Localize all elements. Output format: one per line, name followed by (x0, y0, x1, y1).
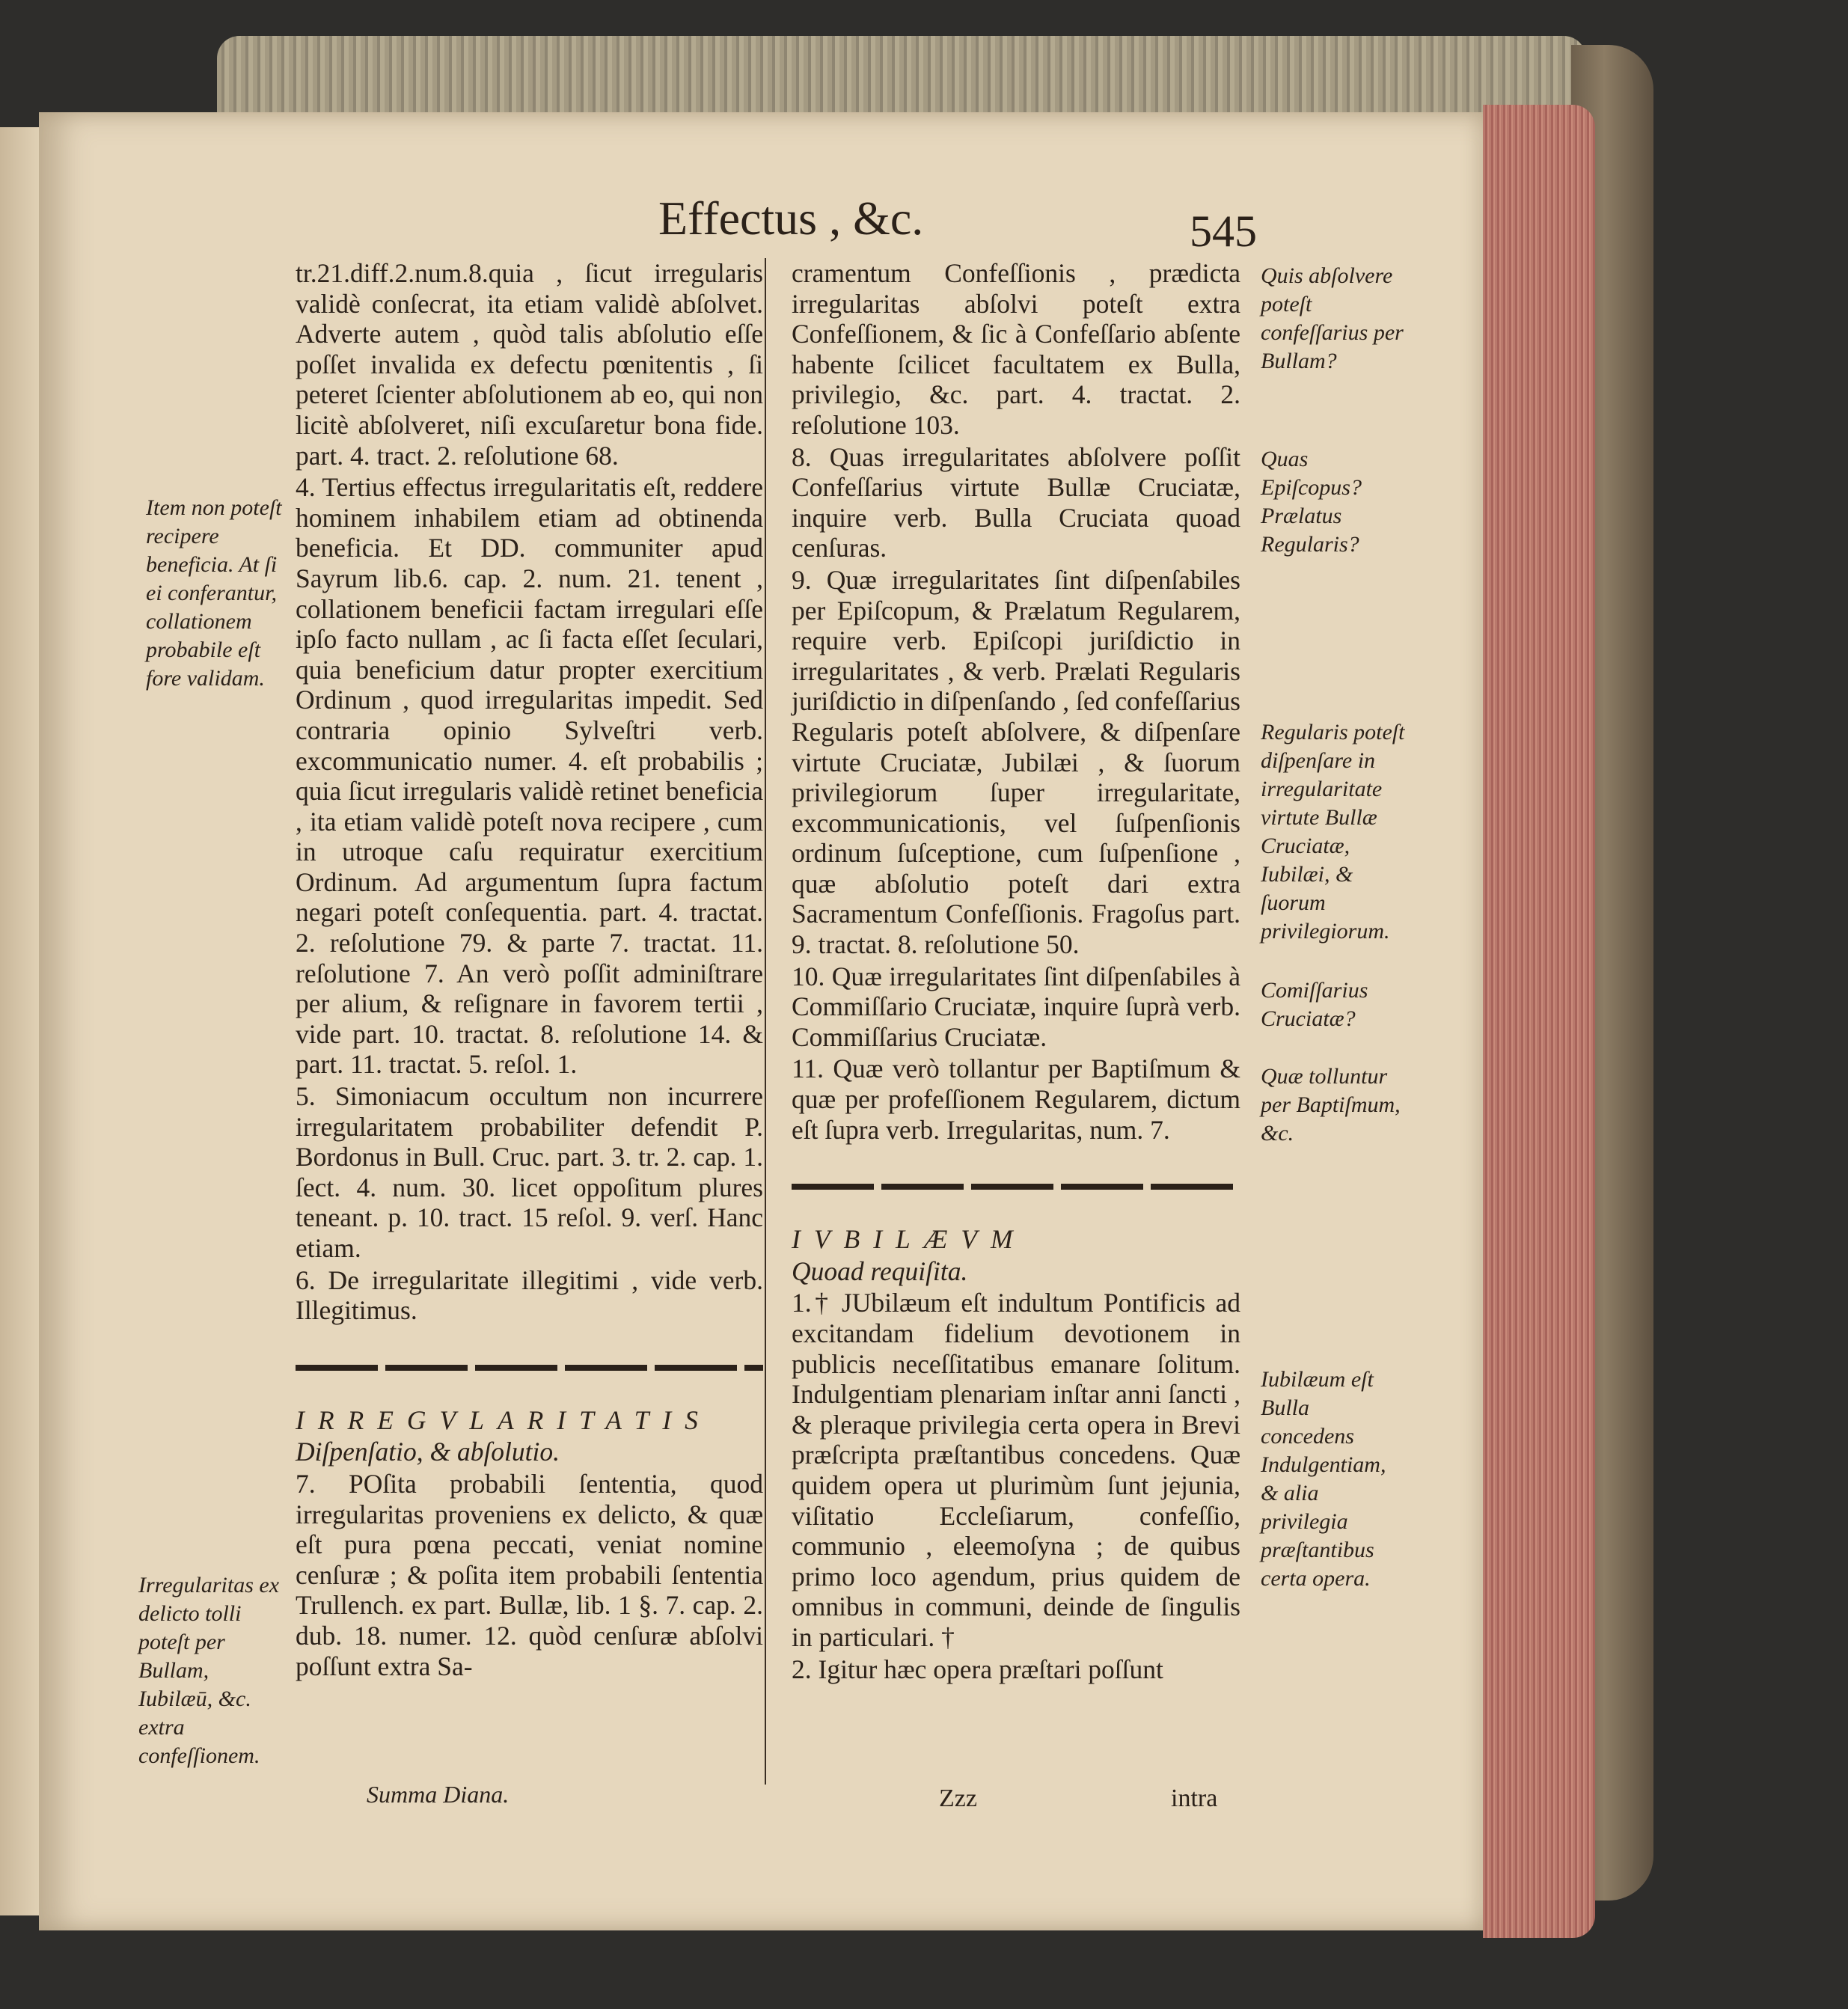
signature-mark: Zzz (939, 1785, 977, 1812)
paragraph: 8. Quas irregularitates abſolvere poſſit Confeſſarius virtute Bullæ Cruciatæ, inquire verb. Bulla Cruciata quoad cenſuras. (792, 441, 1240, 563)
paragraph: 6. De irregularitate illegitimi , vide verb. Illegitimus. (296, 1265, 763, 1326)
catchword-right: intra (1171, 1785, 1218, 1812)
section-title: IRREGVLARITATIS (296, 1404, 712, 1435)
margin-note: Comiſſarius Cruciatæ? (1261, 978, 1368, 1031)
paragraph: 11. Quæ verò tollantur per Baptiſmum & quæ per profeſſionem Regularem, dictum eſt ſupra verb. Irregularitas, num. 7. (792, 1054, 1240, 1145)
paragraph: 4. Tertius effectus irregularitatis eſt, reddere hominem inhabilem etiam ad obtinenda beneficia. Et DD. communiter apud Sayrum lib.6. cap. 2. num. 21. tenent , collationem beneficii factam irregulari eſſe ipſo facto nullam , ac ſi facta eſſet ſeculari, quia beneficium datur propter exercitium Ordinum , quod irregularitas impedit. Sed contraria opinio Sylveſtri verb. excommunicatio numer. 4. eſt probabilis ; quia ſicut irregularis validè retinet beneficia , ita etiam validè poteſt nova recipere , cum in utroque caſu requiratur exercitium Ordinum. Ad argumentum ſupra factum negari poteſt conſequentia. part. 4. tractat. 2. reſolutione 79. & parte 7. tractat. 11. reſolutione 7. An verò poſſit adminiſtrare per alium, & reſignare in favorem tertii , vide part. 10. tractat. 8. reſolutione 14. & part. 11. tractat. 5. reſol. 1. (296, 472, 763, 1080)
margin-note: Quis abſolvere poteſt confeſſarius per Bullam? (1261, 263, 1404, 373)
paragraph: cramentum Confeſſionis , prædicta irregularitas abſolvi poteſt extra Confeſſionem, & ſic à Confeſſario abſente habente ſcilicet facultatem ex Bulla, privilegio, &c. part. 4. tractat. 2. reſolutione 103. (792, 258, 1240, 440)
column-divider (765, 258, 766, 1785)
section-rule (296, 1365, 763, 1371)
margin-note: Item non poteſt recipere beneficia. At ſi ei conferantur, collationem probabile eſt fore validam. (146, 495, 282, 691)
section-title: IVBILÆVM (792, 1224, 1027, 1255)
section-subtitle: Quoad requiſita. (792, 1256, 968, 1286)
right-column (792, 258, 1240, 1684)
paragraph: 5. Simoniacum occultum non incurrere irregularitatem probabiliter defendit P. Bordonus in Bull. Cruc. part. 3. tr. 2. cap. 1. ſect. 4. num. 30. licet oppoſitum plures teneant. p. 10. tract. 15 reſol. 9. verſ. Hanc etiam. (296, 1081, 763, 1263)
paragraph: tr.21.diff.2.num.8.quia , ſicut irregularis validè conſecrat, ita etiam validè abſolvet. Adverte autem , quòd talis abſolutio eſſe poſſet invalida ex defectu pœnitentis , ſi peteret ſcienter abſolutionem ab eo, qui non licitè abſolveret, niſi excuſaretur bona fide. part. 4. tract. 2. reſolutione 68. (296, 258, 763, 471)
section-subtitle: Diſpenſatio, & abſolutio. (296, 1437, 560, 1467)
running-head: Effectus , &c. (658, 192, 924, 245)
paragraph: 1.† JUbilæum eſt indultum Pontificis ad excitandam fidelium devotionem in publicis neceſſitatibus emanare ſolitum. Indulgentiam plenariam inſtar anni ſancti , & pleraque privilegia certa opera in Brevi præſcripta præſtantibus concedens. Quæ quidem opera ut plurimùm ſunt jejunia, viſitatio Eccleſiarum, confeſſio, communio , eleemoſyna ; de quibus primo loco agendum, prius quidem de omnibus in communi, deinde de ſingulis in particulari. † (792, 1288, 1240, 1652)
margin-note: Iubilæum eſt Bulla concedens Indulgentiam, & alia privilegia præſtantibus certa opera. (1261, 1367, 1386, 1591)
section-rule (792, 1184, 1240, 1190)
paragraph: 7. POſita probabili ſententia, quod irregularitas proveniens ex delicto, & quæ eſt pura pœna peccati, veniat nomine cenſuræ ; & poſita item probabili ſententia Trullench. ex part. Bullæ, lib. 1 §. 7. cap. 2. dub. 18. numer. 12. quòd cenſuræ abſolvi poſſunt extra Sa- (296, 1468, 763, 1681)
paragraph: 10. Quæ irregularitates ſint diſpenſabiles à Commiſſario Cruciatæ, inquire ſuprà verb. Commiſſarius Cruciatæ. (792, 961, 1240, 1052)
paragraph: 9. Quæ irregularitates ſint diſpenſabiles per Epiſcopum, & Prælatum Regularem, require verb. Epiſcopi juriſdictio in irregularitates , & verb. Prælati Regularis juriſdictio in diſpenſando , ſed confeſſarius Regularis poteſt abſolvere, & diſpenſare virtute Cruciatæ, Jubilæi , & ſuorum privilegiorum ſuper irregularitate, excommunicationis, vel ſuſpenſionis ordinum ſuſceptione, cum ſuſpenſione , quæ abſolutio poteſt dari extra Sacramentum Confeſſionis. Fragoſus part. 9. tractat. 8. reſolutione 50. (792, 564, 1240, 960)
margin-note: Quas Epiſcopus? Prælatus Regularis? (1261, 447, 1362, 557)
facing-page-edge (0, 127, 39, 1915)
paragraph: 2. Igitur hæc opera præſtari poſſunt (792, 1654, 1163, 1684)
page-number: 545 (1190, 207, 1257, 256)
margin-note: Irregularitas ex delicto tolli poteſt per Bullam, Iubilæū, &c. extra confeſſionem. (138, 1573, 280, 1768)
margin-note: Quæ tolluntur per Baptiſmum, &c. (1261, 1064, 1401, 1146)
margin-note: Regularis poteſt diſpenſare in irregularitate virtute Bullæ Cruciatæ, Iubilæi, & ſuorum privilegiorum. (1261, 720, 1405, 944)
catchword-left: Summa Diana. (367, 1781, 510, 1808)
left-column (296, 258, 763, 1681)
page-fore-edge (1483, 105, 1595, 1938)
